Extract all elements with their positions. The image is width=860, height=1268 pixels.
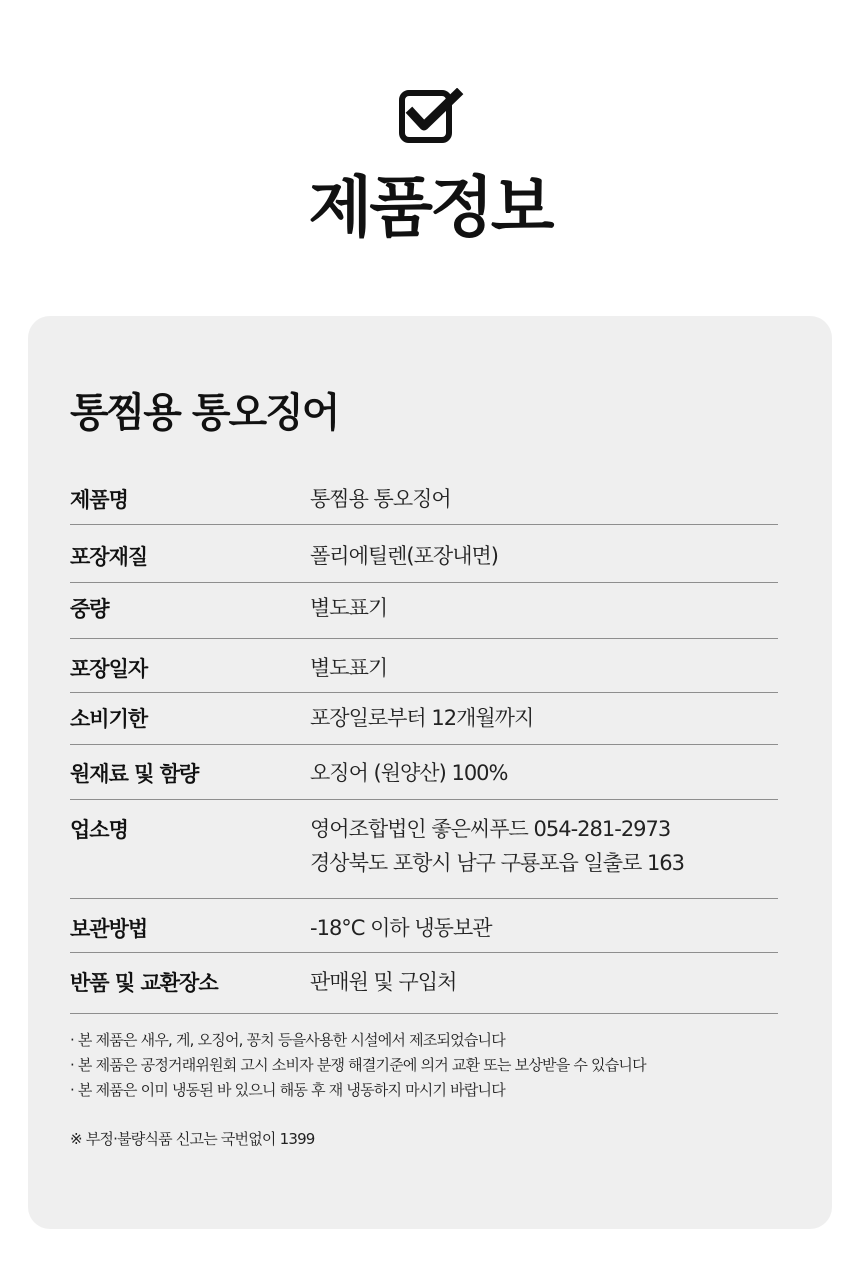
row-label: 포장재질 <box>70 545 148 569</box>
row-value: 판매원 및 구입처 <box>310 970 457 994</box>
row-label: 제품명 <box>70 488 128 512</box>
row-label: 소비기한 <box>70 707 148 731</box>
row-value: 폴리에틸렌(포장내면) <box>310 544 498 568</box>
row-value: 별도표기 <box>310 656 388 680</box>
row-label: 반품 및 교환장소 <box>70 971 218 995</box>
row-value: -18°C 이하 냉동보관 <box>310 916 492 940</box>
info-row-weight <box>70 583 778 639</box>
row-value-line: 경상북도 포항시 남구 구룡포읍 일출로 163 <box>310 851 685 875</box>
info-table <box>70 476 778 1014</box>
note-item: · 본 제품은 새우, 게, 오징어, 꽁치 등을사용한 시설에서 제조되었습니다 <box>70 1031 505 1049</box>
info-row-expiration <box>70 693 778 745</box>
row-value: 통찜용 통오징어 <box>310 487 451 511</box>
info-row-business-name <box>70 800 778 899</box>
info-row-storage <box>70 899 778 953</box>
row-label: 포장일자 <box>70 657 148 681</box>
note-item: · 본 제품은 이미 냉동된 바 있으니 해동 후 재 냉동하지 마시기 바랍니다 <box>70 1081 505 1099</box>
info-row-return-exchange <box>70 953 778 1014</box>
row-label: 보관방법 <box>70 917 148 941</box>
row-label: 중량 <box>70 597 109 621</box>
info-row-ingredients <box>70 745 778 800</box>
note-item: · 본 제품은 공정거래위원회 고시 소비자 분쟁 해결기준에 의거 교환 또는 보상받을 수 있습니다 <box>70 1056 646 1074</box>
page-title: 제품정보 <box>308 169 552 246</box>
row-label: 원재료 및 함량 <box>70 762 199 786</box>
row-value: 오징어 (원양산) 100% <box>310 761 508 785</box>
report-notice: ※ 부정·불량식품 신고는 국번없이 1399 <box>70 1130 315 1148</box>
row-value: 별도표기 <box>310 596 388 620</box>
row-value-line: 영어조합법인 좋은씨푸드 054-281-2973 <box>310 817 671 841</box>
product-title: 통찜용 통오징어 <box>70 390 339 436</box>
row-label: 업소명 <box>70 818 128 842</box>
checkbox-checked-icon <box>399 88 465 144</box>
row-value: 포장일로부터 12개월까지 <box>310 706 534 730</box>
info-row-packaging-date <box>70 639 778 693</box>
product-info-card <box>28 316 832 1229</box>
info-row-packaging-material <box>70 525 778 583</box>
notes-list <box>70 1028 646 1103</box>
info-row-product-name <box>70 476 778 525</box>
